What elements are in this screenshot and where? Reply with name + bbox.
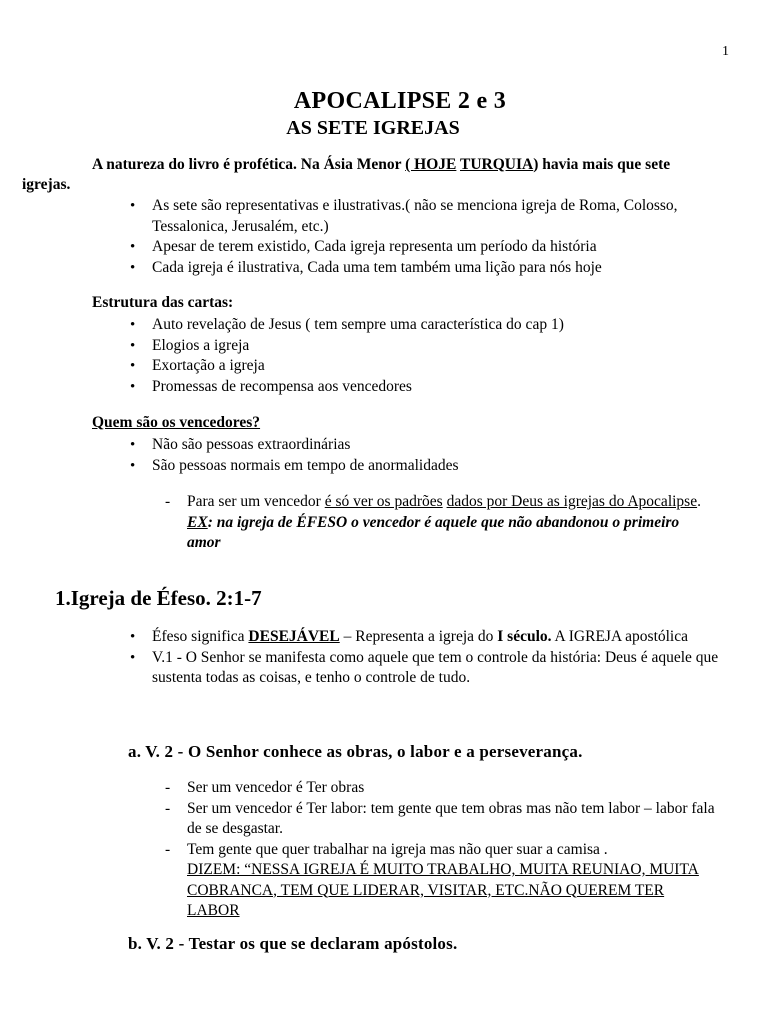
efeso-bullet-list <box>130 627 730 689</box>
section-heading-efeso: 1.Igreja de Éfeso. 2:1-7 <box>55 586 262 610</box>
subheading-b: b. V. 2 - Testar os que se declaram apóstolos. <box>128 934 458 953</box>
list-item: • Não são pessoas extraordinárias <box>130 435 720 456</box>
list-item: - Ser um vencedor é Ter obras <box>165 778 715 799</box>
list-item: • Apesar de terem existido, Cada igreja representa um período da história <box>130 237 720 258</box>
list-item: • Promessas de recompensa aos vencedores <box>130 377 720 398</box>
subheading-a: a. V. 2 - O Senhor conhece as obras, o labor e a perseverança. <box>128 742 583 761</box>
list-item: • Cada igreja é ilustrativa, Cada uma tem também uma lição para nós hoje <box>130 258 720 279</box>
list-item: • As sete são representativas e ilustrativas.( não se menciona igreja de Roma, Colosso, Tessalonica, Jerusalém, etc.) <box>130 196 720 237</box>
vencedores-list <box>130 435 720 476</box>
list-item: • V.1 - O Senhor se manifesta como aquele que tem o controle da história: Deus é aquele que sustenta todas as coisas, e tenho o controle de tudo. <box>130 648 730 689</box>
list-item: - Tem gente que quer trabalhar na igreja mas não quer suar a camisa . DIZEM: “NESSA IGREJA É MUITO TRABALHO, MUITA REUNIAO, MUITA COBRANCA, TEM QUE LIDERAR, VISITAR, ETC.NÃO QUEREM TER LABOR <box>165 840 715 922</box>
list-item: • Éfeso significa DESEJÁVEL – Representa a igreja do I século. A IGREJA apostólica <box>130 627 730 648</box>
list-item: • Exortação a igreja <box>130 356 720 377</box>
vencedores-dash-list <box>165 492 715 554</box>
efeso-dash-list <box>165 778 715 922</box>
intro-bullet-list <box>130 196 720 278</box>
list-item: - Para ser um vencedor é só ver os padrões dados por Deus as igrejas do Apocalipse. EX: na igreja de ÉFESO o vencedor é aquele que não abandonou o primeiro amor <box>165 492 715 554</box>
list-item: - Ser um vencedor é Ter labor: tem gente que tem obras mas não tem labor – labor fala de se desgastar. <box>165 799 715 840</box>
vencedores-heading: Quem são os vencedores? <box>92 414 261 431</box>
estrutura-heading: Estrutura das cartas: <box>92 294 234 311</box>
list-item: • Elogios a igreja <box>130 336 720 357</box>
list-item: • São pessoas normais em tempo de anormalidades <box>130 456 720 477</box>
intro-paragraph: A natureza do livro é profética. Na Ásia Menor ( HOJE TURQUIA) havia mais que sete igrejas. <box>22 156 671 193</box>
estrutura-list <box>130 315 720 397</box>
page-title: APOCALIPSE 2 e 3 <box>293 88 507 114</box>
page-number: 1 <box>722 44 729 59</box>
page-subtitle: AS SETE IGREJAS <box>286 117 460 139</box>
list-item: • Auto revelação de Jesus ( tem sempre uma característica do cap 1) <box>130 315 720 336</box>
